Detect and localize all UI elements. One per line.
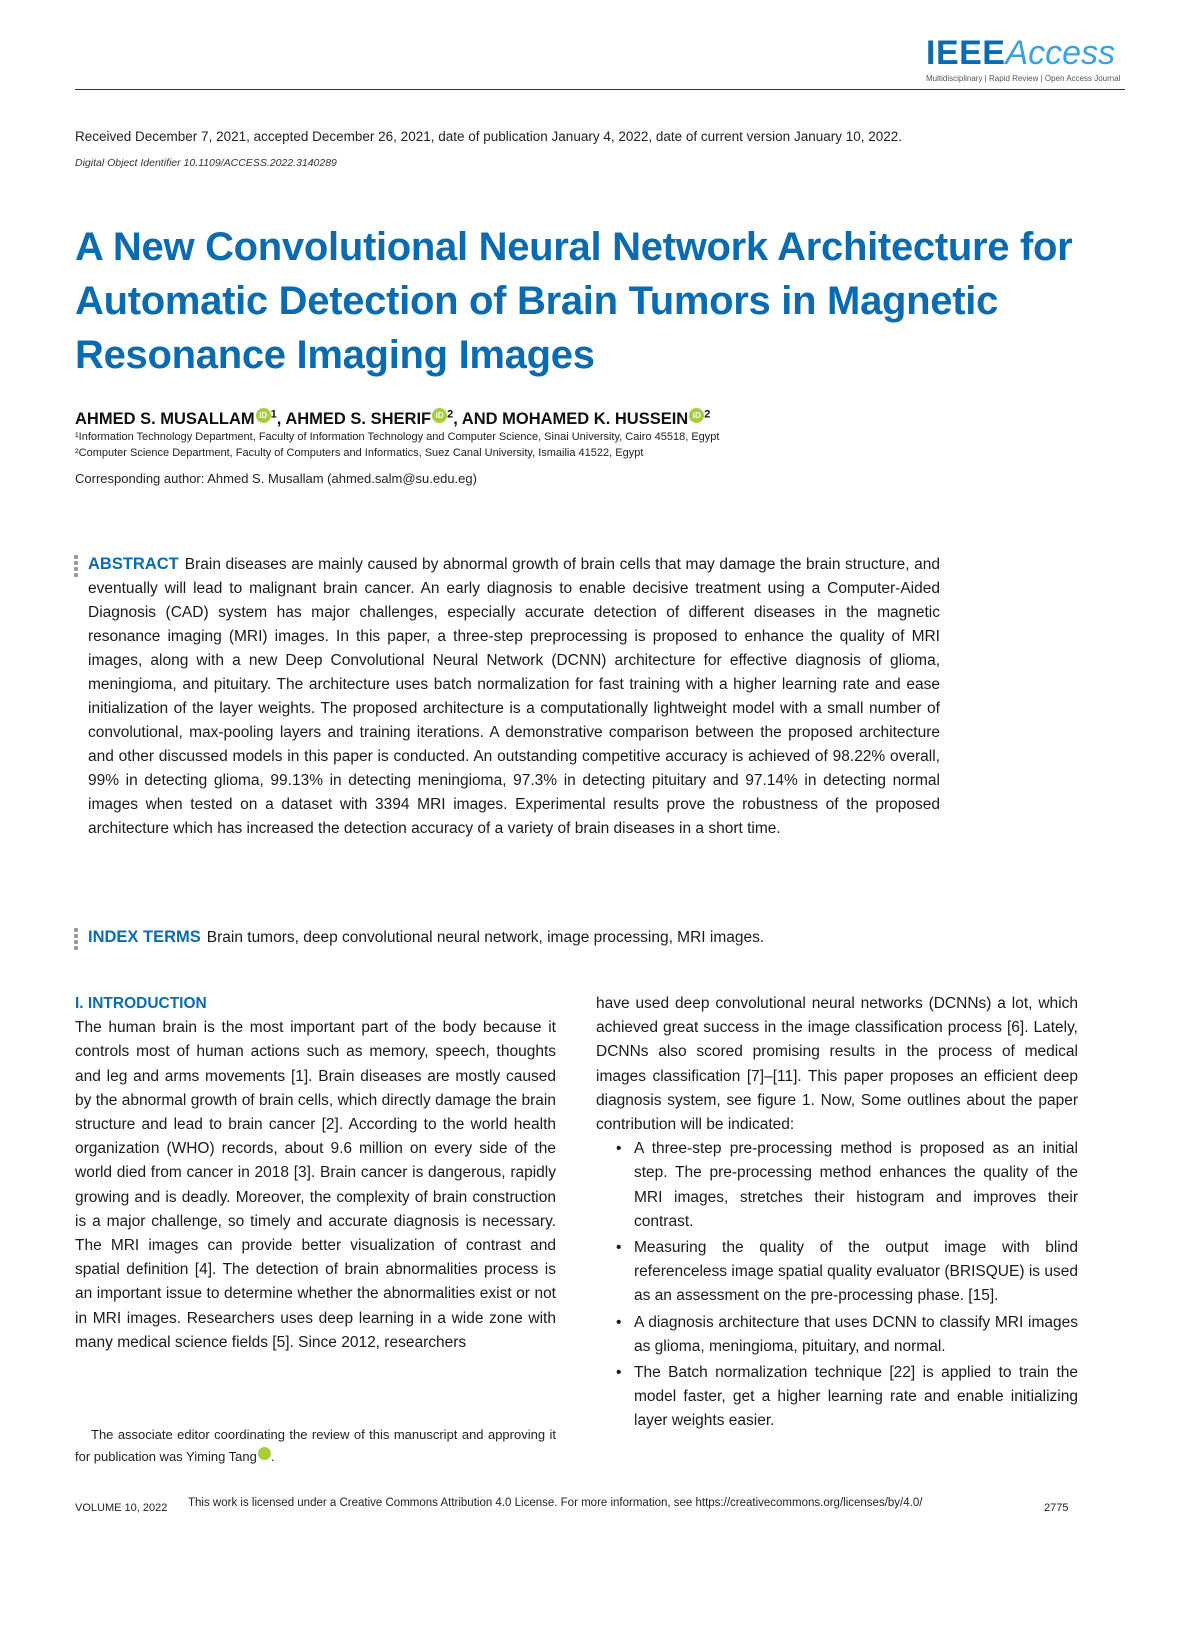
section-heading: I. INTRODUCTION bbox=[75, 995, 207, 1012]
affiliation-marker: 1 bbox=[270, 408, 277, 421]
journal-logo bbox=[926, 34, 1126, 83]
list-item bbox=[596, 1311, 1078, 1359]
logo-ieee-text: IEEE bbox=[926, 34, 1006, 72]
author-separator: , AND bbox=[453, 410, 503, 428]
received-dates: Received December 7, 2021, accepted December 26, 2021, date of publication January 4, 2022, date of current version January 10, 2022. bbox=[75, 129, 903, 144]
intro-right-column bbox=[596, 992, 1078, 1436]
bullet-icon: • bbox=[616, 1239, 622, 1257]
author-list bbox=[75, 408, 1125, 429]
intro-paragraph: The human brain is the most important part of the body because it controls most of human actions such as memory, speech, thoughts and leg and arms movements [1]. Brain diseases are mostly caused by the abnormal growth of brain cells, which directly damage the brain structure and lead to brain cancer [2]. According to the world health organization (WHO) records, about 9.6 million on every side of the world died from cancer in 2018 [3]. Brain cancer is dangerous, rapidly growing and is deadly. Moreover, the complexity of brain construction is a major challenge, so timely and accurate diagnosis is necessary. The MRI images can provide better visualization of contrast and spatial definition [4]. The detection of brain abnormalities process is an important issue to determine whether the abnormalities exist or not in MRI images. Researchers uses deep learning in a wide zone with many medical science fields [5]. Since 2012, researchers bbox=[75, 1019, 556, 1351]
list-item-text: Measuring the quality of the output image with blind referenceless image spatial quality evaluator (BRISQUE) is used as an assessment on the pre-processing phase. [15]. bbox=[634, 1239, 1078, 1305]
index-terms-heading: INDEX TERMS bbox=[88, 928, 201, 946]
list-item-text: The Batch normalization technique [22] is applied to train the model faster, get a higher learning rate and enable initializing layer weights easier. bbox=[634, 1364, 1078, 1430]
list-item bbox=[596, 1236, 1078, 1309]
list-item bbox=[596, 1361, 1078, 1434]
page-number: 2775 bbox=[1044, 1502, 1069, 1514]
paper-title: A New Convolutional Neural Network Architecture for Automatic Detection of Brain Tumors in Magnetic Resonance Imaging Images bbox=[75, 225, 1073, 377]
logo-tagline: Multidisciplinary | Rapid Review | Open Access Journal bbox=[926, 74, 1121, 83]
abstract bbox=[88, 552, 940, 841]
list-item-text: A three-step pre-processing method is proposed as an initial step. The pre-processing method enhances the quality of the MRI images, stretches their histogram and improves their contrast. bbox=[634, 1140, 1078, 1230]
header-divider bbox=[75, 89, 1125, 90]
affiliation-marker: 2 bbox=[447, 408, 454, 421]
author-name: AHMED S. SHERIF bbox=[285, 410, 432, 428]
footnote-end: . bbox=[270, 1449, 275, 1464]
bullet-icon: • bbox=[616, 1364, 622, 1382]
affiliation-2: ²Computer Science Department, Faculty of Computers and Informatics, Suez Canal University, Ismailia 41522, Egypt bbox=[75, 447, 644, 459]
index-terms-text: Brain tumors, deep convolutional neural network, image processing, MRI images. bbox=[206, 929, 765, 946]
footnote-text: The associate editor coordinating the review of this manuscript and approving it for publication was Yiming Tang bbox=[75, 1427, 556, 1464]
author-separator: , bbox=[276, 410, 286, 428]
orcid-icon[interactable]: iD bbox=[256, 408, 271, 423]
affiliation-marker: 2 bbox=[704, 408, 711, 421]
intro-left-column bbox=[75, 992, 556, 1355]
drag-handle-icon bbox=[74, 928, 81, 952]
author-name: AHMED S. MUSALLAM bbox=[75, 410, 255, 428]
logo-access-text: Access bbox=[1005, 34, 1116, 72]
abstract-heading: ABSTRACT bbox=[88, 555, 179, 573]
bullet-icon: • bbox=[616, 1140, 622, 1158]
orcid-icon[interactable]: iD bbox=[432, 408, 447, 423]
index-terms bbox=[88, 925, 988, 950]
editor-footnote bbox=[75, 1424, 556, 1468]
doi-line: Digital Object Identifier 10.1109/ACCESS.2022.3140289 bbox=[75, 157, 337, 169]
author-name: MOHAMED K. HUSSEIN bbox=[502, 410, 689, 428]
contribution-list bbox=[596, 1137, 1078, 1433]
corresponding-author: Corresponding author: Ahmed S. Musallam (ahmed.salm@su.edu.eg) bbox=[75, 471, 477, 486]
list-item bbox=[596, 1137, 1078, 1234]
orcid-icon[interactable]: iD bbox=[258, 1447, 271, 1460]
affiliation-1: ¹Information Technology Department, Faculty of Information Technology and Computer Science, Sinai University, Cairo 45518, Egypt bbox=[75, 431, 720, 443]
orcid-icon[interactable]: iD bbox=[689, 408, 704, 423]
license-notice[interactable]: This work is licensed under a Creative Commons Attribution 4.0 License. For more information, see https://creativecommons.org/licenses/by/4.0/ bbox=[188, 1497, 923, 1509]
list-item-text: A diagnosis architecture that uses DCNN to classify MRI images as glioma, meningioma, pituitary, and normal. bbox=[634, 1313, 1078, 1355]
drag-handle-icon bbox=[74, 555, 81, 579]
bullet-icon: • bbox=[616, 1313, 622, 1331]
abstract-text: Brain diseases are mainly caused by abnormal growth of brain cells that may damage the brain structure, and eventually will lead to malignant brain cancer. An early diagnosis to enable decisive treatment using a Computer-Aided Diagnosis (CAD) system has major challenges, especially accurate detection of different diseases in the magnetic resonance imaging (MRI) images. In this paper, a three-step preprocessing is proposed to enhance the quality of MRI images, along with a new Deep Convolutional Neural Network (DCNN) architecture for effective diagnosis of glioma, meningioma, and pituitary. The architecture uses batch normalization for fast training with a higher learning rate and ease initialization of the layer weights. The proposed architecture is a computationally lightweight model with a small number of convolutional, max-pooling layers and training iterations. A demonstrative comparison between the proposed architecture and other discussed models in this paper is conducted. An outstanding competitive accuracy is achieved of 98.22% overall, 99% in detecting glioma, 99.13% in detecting meningioma, 97.3% in detecting pituitary and 97.14% in detecting normal images when tested on a dataset with 3394 MRI images. Experimental results prove the robustness of the proposed architecture which has increased the detection accuracy of a variety of brain diseases in a short time. bbox=[88, 556, 940, 837]
volume-label: VOLUME 10, 2022 bbox=[75, 1502, 168, 1514]
intro-paragraph-continued: have used deep convolutional neural networks (DCNNs) a lot, which achieved great success in the image classification process [6]. Lately, DCNNs also scored promising results in the process of medical images classification [7]–[11]. This paper proposes an efficient deep diagnosis system, see figure 1. Now, Some outlines about the paper contribution will be indicated: bbox=[596, 995, 1078, 1134]
